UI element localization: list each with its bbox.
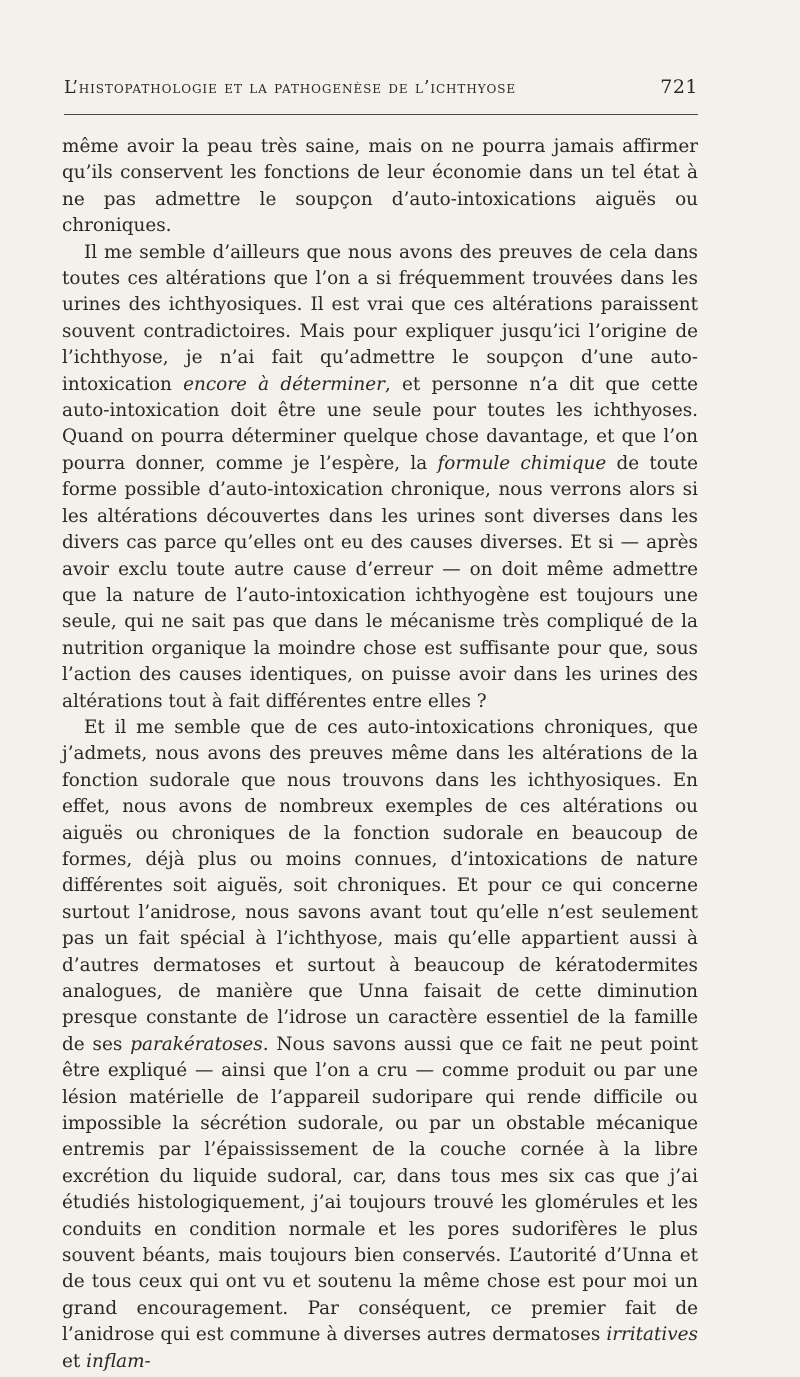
paragraph-2-italic-a: encore à déterminer	[183, 373, 385, 395]
page-number: 721	[660, 76, 698, 98]
paragraph-3	[62, 715, 698, 1375]
paragraph-3-text-c: et	[62, 1350, 87, 1372]
page-header	[64, 76, 698, 104]
body-text	[62, 134, 698, 1375]
paragraph-2-italic-b: formule chimique	[437, 452, 607, 474]
paragraph-3-italic-a: parakératoses	[130, 1033, 263, 1055]
paragraph-2-text-c: de toute forme possible d’auto-intoxication chronique, nous verrons alors si les altérations découvertes dans les urines sont diverses dans les divers cas parce qu’elles ont eu des causes diverses. Et si — après avoir exclu toute autre cause d’erreur — on doit même admettre que la nature de l’auto-intoxication ichthyogène est toujours une seule, qui ne sait pas que dans le mécanisme très compliqué de la nutrition organique la moindre chose est suffisante pour que, sous l’action des causes identiques, on puisse avoir dans les urines des altérations tout à fait différentes entre elles ?	[62, 452, 698, 712]
paragraph-3-italic-c: inflam-	[86, 1350, 151, 1372]
paragraph-1-text: même avoir la peau très saine, mais on ne pourra jamais affirmer qu’ils conservent les fonctions de leur économie dans un tel état à ne pas admettre le soupçon d’auto-intoxications aiguës ou chroniques.	[62, 136, 698, 237]
paragraph-3-text-b: . Nous savons aussi que ce fait ne peut point être expliqué — ainsi que l’on a cru — comme produit ou par une lésion matérielle de l’appareil sudoripare qui rende difficile ou impossible la sécrétion sudorale, ou par un obstable mécanique entremis par l’épaississement de la couche cornée à la libre excrétion du liquide sudoral, car, dans tous mes six cas que j’ai étudiés histologiquement, j’ai toujours trouvé les glomérules et les conduits en condition normale et les pores sudorifères le plus souvent béants, mais toujours bien conservés. L’autorité d’Unna et de tous ceux qui ont vu et soutenu la même chose est pour moi un grand encouragement. Par conséquent, ce premier fait de l’anidrose qui est commune à diverses autres dermatoses	[62, 1033, 698, 1346]
paragraph-2-text-b: , et personne n’a dit que cette auto-intoxication doit être une seule pour toutes les ichthyoses. Quand on pourra déterminer quelque chose davantage, et que l’on pourra donner, comme je l’espère, la	[62, 373, 698, 474]
running-title: L’histopathologie et la pathogenèse de l’ichthyose	[64, 78, 517, 98]
paragraph-3-italic-b: irritatives	[606, 1324, 698, 1346]
paragraph-1	[62, 134, 698, 240]
header-rule	[64, 114, 698, 115]
paragraph-3-text-a: Et il me semble que de ces auto-intoxications chroniques, que j’admets, nous avons des preuves même dans les altérations de la fonction sudorale que nous trouvons dans les ichthyosiques. En effet, nous avons de nombreux exemples de ces altérations ou aiguës ou chroniques de la fonction sudorale en beaucoup de formes, déjà plus ou moins connues, d’intoxications de nature différentes soit aiguës, soit chroniques. Et pour ce qui concerne surtout l’anidrose, nous savons avant tout qu’elle n’est seulement pas un fait spécial à l’ichthyose, mais qu’elle appartient aussi à d’autres dermatoses et surtout à beaucoup de kératodermites analogues, de manière que Unna faisait de cette diminution presque constante de l’idrose un caractère essentiel de la famille de ses	[62, 716, 698, 1055]
paragraph-2	[62, 240, 698, 715]
paragraph-2-text-a: Il me semble d’ailleurs que nous avons des preuves de cela dans toutes ces altérations que l’on a si fréquemment trouvées dans les urines des ichthyosiques. Il est vrai que ces altérations paraissent souvent contradictoires. Mais pour expliquer jusqu’ici l’origine de l’ichthyose, je n’ai fait qu’admettre le soupçon d’une auto-intoxication	[62, 241, 698, 395]
